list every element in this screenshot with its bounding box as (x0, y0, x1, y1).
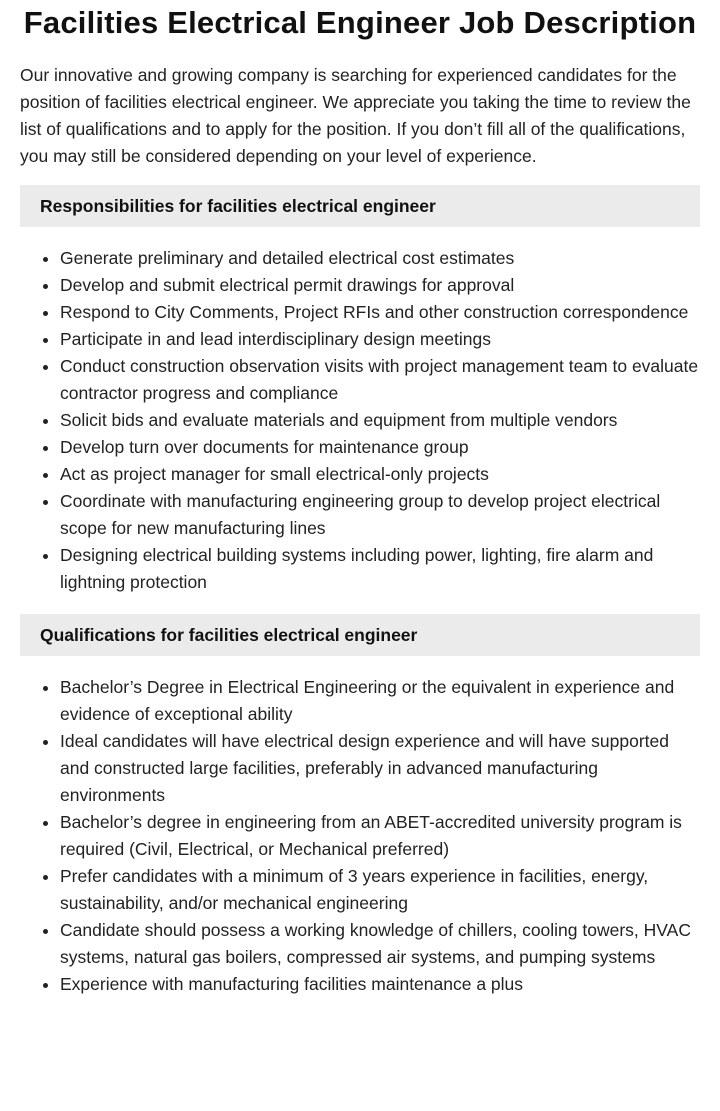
list-item: • Designing electrical building systems including power, lighting, fire alarm and lightning protection (60, 542, 700, 596)
responsibilities-heading: Responsibilities for facilities electrical engineer (20, 185, 700, 227)
list-item: • Act as project manager for small electrical-only projects (60, 461, 700, 488)
intro-paragraph: Our innovative and growing company is searching for experienced candidates for the position of facilities electrical engineer. We appreciate you taking the time to review the list of qualifications and to apply for the position. If you don’t fill all of the qualifications, you may still be considered depending on your level of experience. (20, 65, 691, 166)
list-item: • Bachelor’s Degree in Electrical Engineering or the equivalent in experience and evidence of exceptional ability (60, 674, 700, 728)
list-item: • Participate in and lead interdisciplinary design meetings (60, 326, 700, 353)
list-item: • Bachelor’s degree in engineering from an ABET-accredited university program is required (Civil, Electrical, or Mechanical preferred) (60, 809, 700, 863)
qualifications-list (20, 674, 700, 998)
qualifications-heading: Qualifications for facilities electrical engineer (20, 614, 700, 656)
list-item: • Experience with manufacturing facilities maintenance a plus (60, 971, 700, 998)
list-item: • Develop and submit electrical permit drawings for approval (60, 272, 700, 299)
list-item: • Conduct construction observation visits with project management team to evaluate contractor progress and compliance (60, 353, 700, 407)
list-item: • Generate preliminary and detailed electrical cost estimates (60, 245, 700, 272)
page-title: Facilities Electrical Engineer Job Description (23, 5, 697, 40)
list-item: • Ideal candidates will have electrical design experience and will have supported and constructed large facilities, preferably in advanced manufacturing environments (60, 728, 700, 809)
list-item: • Prefer candidates with a minimum of 3 years experience in facilities, energy, sustainability, and/or mechanical engineering (60, 863, 700, 917)
list-item: • Coordinate with manufacturing engineering group to develop project electrical scope for new manufacturing lines (60, 488, 700, 542)
list-item: • Develop turn over documents for maintenance group (60, 434, 700, 461)
list-item: • Respond to City Comments, Project RFIs and other construction correspondence (60, 299, 700, 326)
list-item: • Solicit bids and evaluate materials and equipment from multiple vendors (60, 407, 700, 434)
responsibilities-list (20, 245, 700, 596)
list-item: • Candidate should possess a working knowledge of chillers, cooling towers, HVAC systems, natural gas boilers, compressed air systems, and pumping systems (60, 917, 700, 971)
